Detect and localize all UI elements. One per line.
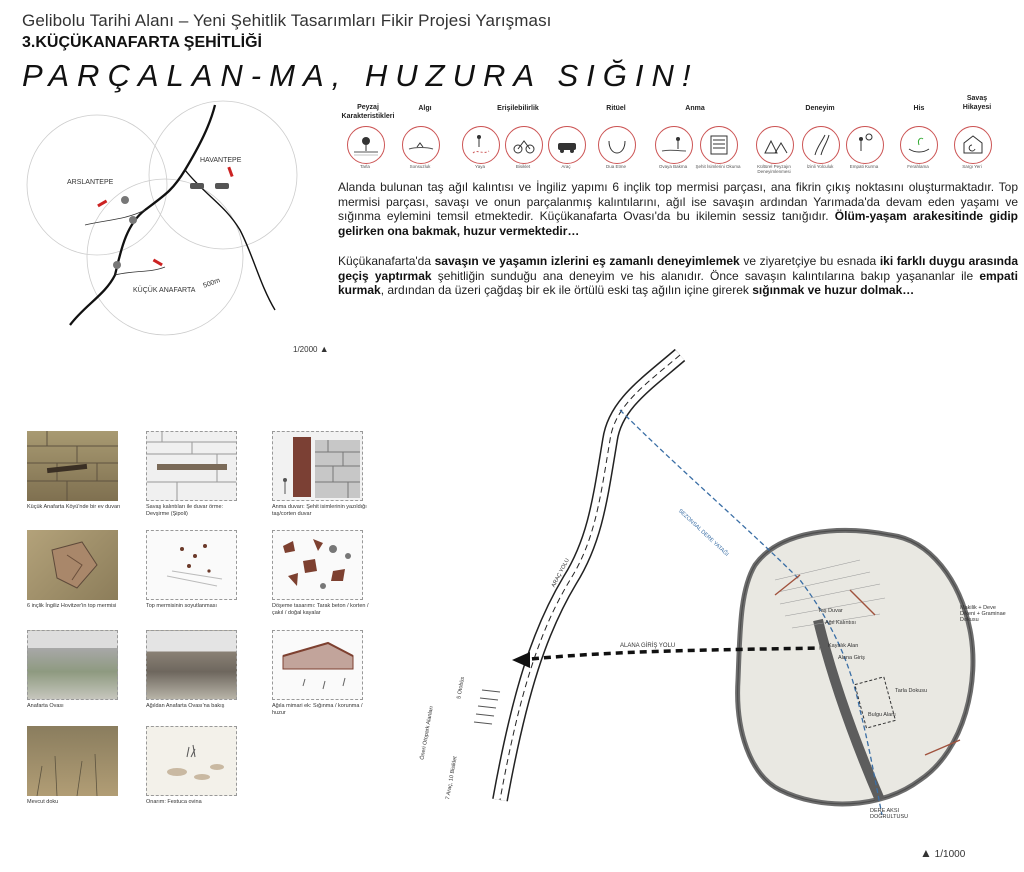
label-arac-yolu: ARAÇ YOLU	[550, 557, 571, 589]
map-label-arslantepe: ARSLANTEPE	[67, 179, 114, 186]
label-kayalik-alan: Kayalık Alan	[828, 643, 859, 649]
caption-mevcut-doku: Mevcut doku	[27, 799, 59, 805]
caption-devsirme: Savaş kalıntıları ile duvar örme: Devşirme (Şipoli)	[146, 504, 224, 517]
concept-paragraph-2: Küçükanafarta'da savaşın ve yaşamın izlerini eş zamanlı deneyimlemek ve ziyaretçiye bu esnada iki farklı duygu arasında geçiş yaptırmak şehitliğin sunduğu ana deneyim ve his alanıdır. Önce savaşın kalıntılarına bakıp yaşananlar ile empati kurmak, ardından da üzeri çağdaş bir ek ile örtülü eski taş ağılın içine girerek sığınmak ve huzur dolmak…	[338, 254, 1019, 298]
category-anma: Anma	[685, 105, 705, 112]
photo-village-wall	[27, 431, 118, 501]
photo-top-mermisi	[27, 530, 118, 600]
label-arac-bisiklet: 7 Araç, 10 Bisiklet	[445, 755, 459, 801]
photo-mevcut-doku	[27, 726, 118, 796]
caption-doseme: Döşeme tasarımı: Tarak beton / korten / çakıl / doğal kayalar	[272, 603, 369, 616]
bisiklet-icon: Bisiklet	[505, 126, 543, 164]
sehit-isimleri-icon: Şehit İsimlerini Okuma	[700, 126, 738, 164]
category-savas: Savaş Hikayesi	[962, 95, 992, 111]
tarla-icon: Tarla	[347, 126, 385, 164]
location-scale-text: 1/2000	[293, 345, 318, 354]
arac-icon: Araç	[548, 126, 586, 164]
location-map	[25, 95, 325, 345]
location-map-scale	[293, 344, 329, 354]
label-tarla-dokusu: Tarla Dokusu	[895, 688, 928, 694]
category-deneyim: Deneyim	[805, 105, 835, 112]
north-arrow-icon: ▲	[319, 344, 329, 354]
category-his: His	[913, 105, 925, 112]
ovaya-bakma-icon: Ovaya Bakma	[655, 126, 693, 164]
izinli-yolculuk-icon: İzinli Yolculuk	[802, 126, 840, 164]
sketch-onarim	[146, 726, 237, 796]
map-label-havantepe: HAVANTEPE	[200, 157, 242, 164]
label-alana-giris-yolu: ALANA GİRİŞ YOLU	[620, 643, 676, 649]
caption-agildan-bakis: Ağıldan Anafarta Ovası'na bakış	[146, 703, 225, 709]
label-tas-duvar: Taş Duvar	[818, 608, 843, 614]
label-agil-kalintisi: Ağıl Kalıntısı	[825, 620, 856, 626]
competition-title: Gelibolu Tarihi Alanı – Yeni Şehitlik Tasarımları Fikir Projesi Yarışması	[22, 11, 552, 30]
label-alana-giris: Alana Giriş	[838, 655, 865, 661]
site-plan-scale	[920, 846, 965, 860]
category-erisilebilirlik: Erişilebilirlik	[497, 105, 539, 112]
site-plan	[420, 330, 1024, 860]
sonsuzluk-icon: Sonsuzluk	[402, 126, 440, 164]
ferahlama-icon: Ferahlama	[900, 126, 938, 164]
north-arrow-site-icon: ▲	[920, 846, 932, 860]
concept-paragraph-1: Alanda bulunan taş ağıl kalıntısı ve İngiliz yapımı 6 inçlik top mermisi parçası, ana fikrin çıkış noktasını oluşturmaktadır. Top mermisi parçası, savaşı ve onun parçalanmış kalıntılarını, ağıl ise savaşın ardından Yarımada'da devam eden yaşamı ve sığınma eylemini temsil etmektedir. Küçükanafarta Ovası'da bu ikilemin sessiz tanığıdır. Ölüm-yaşam arakesitinde gidip gelirken ona bakmak, huzur vermektedir…	[338, 180, 1018, 238]
sketch-soyutlama	[146, 530, 237, 600]
site-scale-text: 1/1000	[934, 849, 966, 860]
sketch-doseme	[272, 530, 363, 600]
caption-agila-ek: Ağıla mimari ek: Sığınma / korunma / huzur	[272, 703, 363, 716]
caption-top-mermisi: 6 inçlik İngiliz Hovitzer'in top mermisi	[27, 603, 117, 609]
caption-village-wall: Küçük Anafarta Köyü'nde bir ev duvarı	[27, 504, 121, 510]
caption-soyutlama: Top mermisinin soyutlanması	[146, 603, 217, 609]
caption-anma-duvari: Anma duvarı: Şehit isimlerinin yazıldığı taş/corten duvar	[272, 504, 367, 517]
motto-title: PARÇALAN-MA, HUZURA SIĞIN!	[22, 58, 699, 93]
label-dere-aks: DERE AKSI DOĞRULTUSU	[870, 808, 909, 820]
dua-etme-icon: Dua Etme	[598, 126, 636, 164]
map-label-kucukanafarta: KÜÇÜK ANAFARTA	[133, 287, 196, 294]
photo-agildan-bakis	[146, 630, 237, 700]
map-label-distance: 500m	[202, 277, 222, 290]
kulturel-peyzaj-icon: Kültürel Peyzajın Deneyimlenmesi	[756, 126, 794, 164]
yaya-icon: Yaya	[462, 126, 500, 164]
caption-onarim: Onarım: Festuca ovina	[146, 799, 202, 805]
category-algi: Algı	[418, 105, 432, 112]
label-sezonsal-dere: SEZONSAL DERE YATAĞI	[676, 508, 730, 558]
category-rituel: Ritüel	[606, 105, 626, 112]
label-bulgu-alani: Bulgu Alanı	[868, 712, 896, 718]
sargi-yeri-icon: Sargı Yeri	[954, 126, 992, 164]
sketch-agila-ek	[272, 630, 363, 700]
category-peyzaj: Peyzaj Karakteristikleri	[341, 104, 395, 120]
label-maki: Makilik + Deve Dikeni + Graminae Dokusu	[960, 605, 1006, 623]
sketch-anma-duvari	[272, 431, 363, 501]
label-oneri-otopark: Öneri Otopark Alanları	[419, 705, 435, 761]
project-title: 3.KÜÇÜKANAFARTA ŞEHİTLİĞİ	[22, 34, 262, 51]
caption-anafarta-ovasi: Anafarta Ovası	[27, 703, 64, 709]
label-otobus: 5 Otobüs	[456, 676, 467, 700]
sketch-devsirme	[146, 431, 237, 501]
photo-anafarta-ovasi	[27, 630, 118, 700]
empati-kurma-icon: Empati Kurma	[846, 126, 884, 164]
